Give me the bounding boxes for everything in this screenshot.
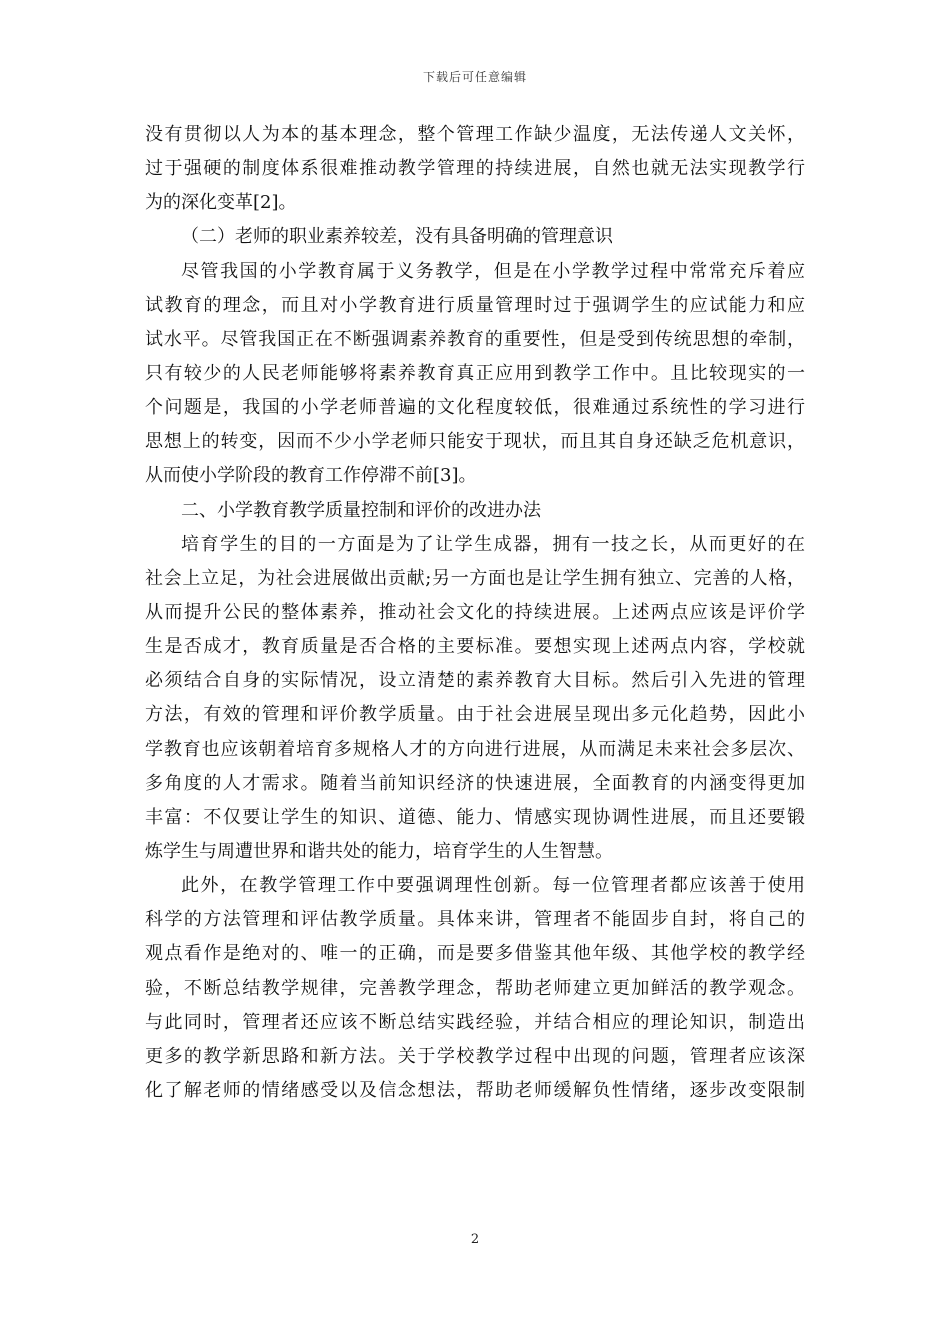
text-line: 必须结合自身的实际情况，设立清楚的素养教育大目标。然后引入先进的管理 xyxy=(145,670,805,692)
text-line: 只有较少的人民老师能够将素养教育真正应用到教学工作中。且比较现实的一 xyxy=(145,362,805,384)
text-line: 化了解老师的情绪感受以及信念想法，帮助老师缓解负性情绪，逐步改变限制 xyxy=(145,1079,805,1101)
text-line: 试教育的理念，而且对小学教育进行质量管理时过于强调学生的应试能力和应 xyxy=(145,294,805,316)
text-line: 生是否成才，教育质量是否合格的主要标准。要想实现上述两点内容，学校就 xyxy=(145,636,805,658)
text-line: 观点看作是绝对的、唯一的正确，而是要多借鉴其他年级、其他学校的教学经 xyxy=(145,943,805,965)
text-line: 从而提升公民的整体素养，推动社会文化的持续进展。上述两点应该是评价学 xyxy=(145,601,805,623)
text-line: 多角度的人才需求。随着当前知识经济的快速进展，全面教育的内涵变得更加 xyxy=(145,772,805,794)
text-line: 验，不断总结教学规律，完善教学理念，帮助老师建立更加鲜活的教学观念。 xyxy=(145,977,805,999)
text-line: 从而使小学阶段的教育工作停滞不前[3]。 xyxy=(145,465,477,487)
text-line: 丰富：不仅要让学生的知识、道德、能力、情感实现协调性进展，而且还要锻 xyxy=(145,806,805,828)
text-line: 个问题是，我国的小学老师普遍的文化程度较低，很难通过系统性的学习进行 xyxy=(145,397,805,419)
page-header: 下载后可任意编辑 xyxy=(422,70,527,84)
section-heading: （二）老师的职业素养较差，没有具备明确的管理意识 xyxy=(181,226,613,248)
text-line: 培育学生的目的一方面是为了让学生成器，拥有一技之长，从而更好的在 xyxy=(181,533,805,555)
text-line: 此外，在教学管理工作中要强调理性创新。每一位管理者都应该善于使用 xyxy=(181,875,805,897)
text-line: 过于强硬的制度体系很难推动教学管理的持续进展，自然也就无法实现教学行 xyxy=(145,158,805,180)
text-line: 没有贯彻以人为本的基本理念，整个管理工作缺少温度，无法传递人文关怀， xyxy=(145,124,805,145)
text-line: 尽管我国的小学教育属于义务教学，但是在小学教学过程中常常充斥着应 xyxy=(181,260,805,282)
text-line: 炼学生与周遭世界和谐共处的能力，培育学生的人生智慧。 xyxy=(145,840,613,862)
text-line: 为的深化变革[2]。 xyxy=(145,192,297,214)
text-line: 方法，有效的管理和评价教学质量。由于社会进展呈现出多元化趋势，因此小 xyxy=(145,704,805,726)
text-line: 学教育也应该朝着培育多规格人才的方向进行进展，从而满足未来社会多层次、 xyxy=(145,738,805,760)
text-line: 科学的方法管理和评估教学质量。具体来讲，管理者不能固步自封，将自己的 xyxy=(145,909,805,931)
text-line: 试水平。尽管我国正在不断强调素养教育的重要性，但是受到传统思想的牵制， xyxy=(145,328,805,350)
text-line: 更多的教学新思路和新方法。关于学校教学过程中出现的问题，管理者应该深 xyxy=(145,1045,805,1067)
text-line: 社会上立足，为社会进展做出贡献;另一方面也是让学生拥有独立、完善的人格， xyxy=(145,567,805,589)
section-heading: 二、小学教育教学质量控制和评价的改进办法 xyxy=(181,499,541,521)
document-body xyxy=(145,118,805,1108)
text-line: 与此同时，管理者还应该不断总结实践经验，并结合相应的理论知识，制造出 xyxy=(145,1011,805,1033)
page-number: 2 xyxy=(470,1232,480,1247)
text-line: 思想上的转变，因而不少小学老师只能安于现状，而且其自身还缺乏危机意识， xyxy=(145,431,805,453)
